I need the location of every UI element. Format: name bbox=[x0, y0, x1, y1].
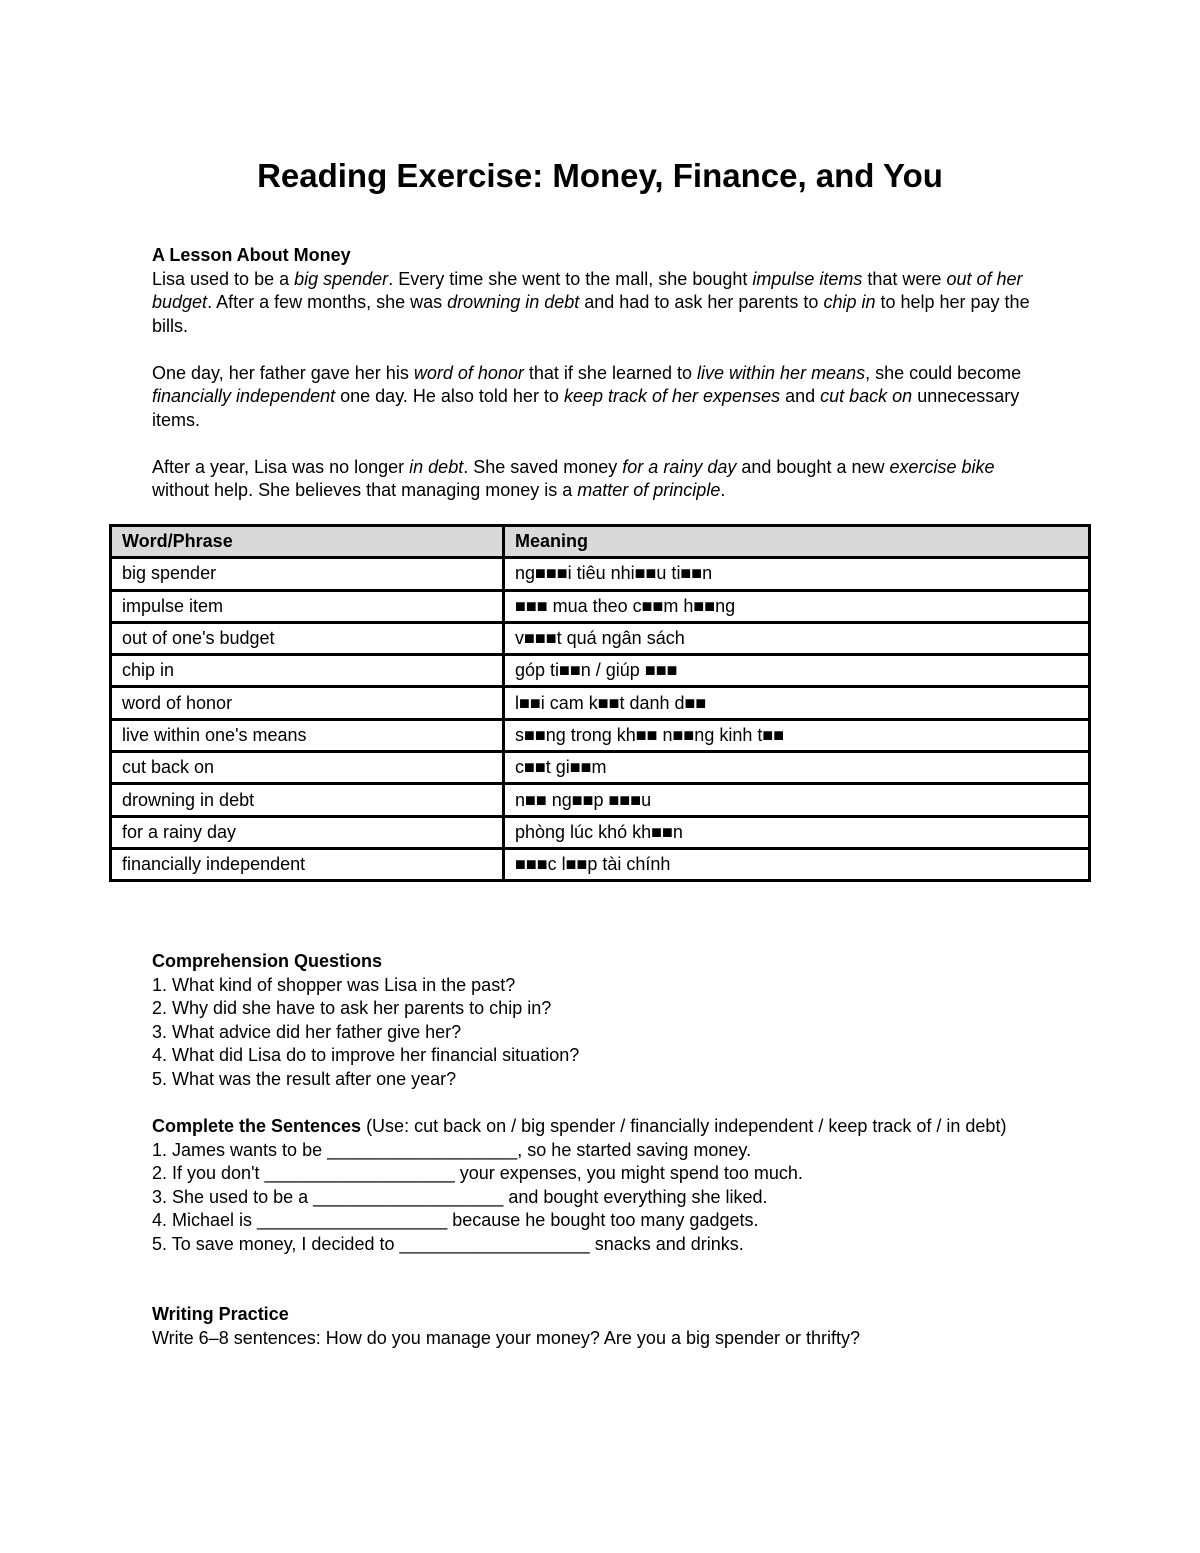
word-bank-note: (Use: cut back on / big spender / financially independent / keep track of / in debt) bbox=[361, 1116, 1007, 1136]
word-phrase-cell: for a rainy day bbox=[111, 816, 504, 848]
column-header-word: Word/Phrase bbox=[111, 526, 504, 558]
vocabulary-table-body bbox=[111, 558, 1090, 881]
meaning-cell: ■■■c l■■p tài chính bbox=[504, 848, 1090, 880]
comprehension-heading: Comprehension Questions bbox=[152, 951, 383, 971]
text-run: without help. She believes that managing money is a bbox=[152, 480, 578, 500]
fill-in-item: 3. She used to be a ___________________ and bought everything she liked. bbox=[152, 1186, 768, 1207]
table-row bbox=[111, 752, 1090, 784]
question-item: 4. What did Lisa do to improve her financial situation? bbox=[152, 1045, 580, 1065]
word-phrase-cell: chip in bbox=[111, 655, 504, 687]
fill-in-item: 1. James wants to be ___________________, so he started saving money. bbox=[152, 1139, 752, 1160]
vocabulary-term: in debt bbox=[409, 456, 464, 477]
text-run: . bbox=[720, 480, 726, 500]
word-phrase-cell: drowning in debt bbox=[111, 784, 504, 816]
text-run: and had to ask her parents to bbox=[579, 292, 824, 312]
table-row bbox=[111, 816, 1090, 848]
lesson-paragraph-2 bbox=[152, 362, 1052, 433]
meaning-cell: c■■t gi■■m bbox=[504, 752, 1090, 784]
meaning-cell: ng■■■i tiêu nhi■■u ti■■n bbox=[504, 558, 1090, 590]
writing-section bbox=[152, 1303, 1052, 1350]
meaning-cell: v■■■t quá ngân sách bbox=[504, 622, 1090, 654]
text-run: Lisa used to be a bbox=[152, 268, 295, 289]
word-phrase-cell: out of one's budget bbox=[111, 622, 504, 654]
writing-prompt: Write 6–8 sentences: How do you manage your money? Are you a big spender or thrifty? bbox=[152, 1327, 861, 1348]
comprehension-section bbox=[152, 950, 1052, 1091]
lesson-paragraph-1 bbox=[152, 268, 1052, 339]
vocabulary-term: impulse items bbox=[752, 268, 863, 289]
question-item: 2. Why did she have to ask her parents to chip in? bbox=[152, 998, 552, 1018]
vocabulary-term: keep track of her expenses bbox=[563, 386, 781, 406]
word-phrase-cell: live within one's means bbox=[111, 719, 504, 751]
question-item: 5. What was the result after one year? bbox=[152, 1068, 457, 1089]
complete-sentences-heading: Complete the Sentences bbox=[152, 1116, 362, 1136]
vocabulary-table bbox=[109, 524, 1091, 882]
vocabulary-term: matter of principle bbox=[577, 480, 721, 500]
word-phrase-cell: big spender bbox=[111, 558, 504, 590]
word-phrase-cell: word of honor bbox=[111, 687, 504, 719]
meaning-cell: góp ti■■n / giúp ■■■ bbox=[504, 655, 1090, 687]
vocabulary-term: financially independent bbox=[152, 386, 336, 406]
text-run: . Every time she went to the mall, she bought bbox=[388, 268, 753, 289]
table-row bbox=[111, 784, 1090, 816]
lesson-section bbox=[152, 244, 1052, 503]
question-item: 3. What advice did her father give her? bbox=[152, 1021, 462, 1042]
table-row bbox=[111, 590, 1090, 622]
text-run: and bbox=[780, 386, 821, 406]
text-run: After a year, Lisa was no longer bbox=[152, 456, 410, 477]
vocabulary-term: out of her budget bbox=[152, 268, 1023, 312]
fill-in-item: 2. If you don't ___________________ your expenses, you might spend too much. bbox=[152, 1163, 803, 1183]
lesson-heading: A Lesson About Money bbox=[152, 245, 351, 265]
text-run: One day, her father gave her his bbox=[152, 362, 414, 383]
vocabulary-term: exercise bike bbox=[889, 456, 995, 477]
complete-sentences-section bbox=[152, 1115, 1052, 1256]
complete-sentences-instructions bbox=[152, 1115, 1052, 1139]
writing-heading: Writing Practice bbox=[152, 1304, 289, 1324]
meaning-cell: n■■ ng■■p ■■■u bbox=[504, 784, 1090, 816]
vocabulary-term: chip in bbox=[823, 292, 876, 312]
question-item: 1. What kind of shopper was Lisa in the past? bbox=[152, 974, 516, 995]
word-phrase-cell: impulse item bbox=[111, 590, 504, 622]
text-run: that were bbox=[862, 268, 947, 289]
vocabulary-term: cut back on bbox=[820, 386, 913, 406]
page-title: Reading Exercise: Money, Finance, and You bbox=[257, 157, 943, 194]
vocabulary-term: drowning in debt bbox=[447, 292, 580, 312]
text-run: unnecessary items. bbox=[152, 386, 1020, 430]
meaning-cell: ■■■ mua theo c■■m h■■ng bbox=[504, 590, 1090, 622]
word-phrase-cell: financially independent bbox=[111, 848, 504, 880]
text-run: , she could become bbox=[865, 362, 1022, 383]
vocabulary-term: word of honor bbox=[413, 362, 524, 383]
lesson-paragraph-3 bbox=[152, 456, 1052, 503]
text-run: . After a few months, she was bbox=[207, 292, 448, 312]
vocabulary-term: live within her means bbox=[697, 362, 866, 383]
text-run: and bought a new bbox=[736, 456, 890, 477]
text-run: to help her pay the bills. bbox=[152, 292, 1030, 336]
vocabulary-term: big spender bbox=[294, 268, 389, 289]
fill-in-item: 5. To save money, I decided to ___________________ snacks and drinks. bbox=[152, 1233, 744, 1254]
table-row bbox=[111, 687, 1090, 719]
table-row bbox=[111, 558, 1090, 590]
table-row bbox=[111, 622, 1090, 654]
column-header-meaning: Meaning bbox=[504, 526, 1090, 558]
table-header-row bbox=[111, 526, 1090, 558]
meaning-cell: phòng lúc khó kh■■n bbox=[504, 816, 1090, 848]
table-row bbox=[111, 848, 1090, 880]
vocabulary-term: for a rainy day bbox=[622, 456, 737, 477]
table-row bbox=[111, 719, 1090, 751]
meaning-cell: s■■ng trong kh■■ n■■ng kinh t■■ bbox=[504, 719, 1090, 751]
table-row bbox=[111, 655, 1090, 687]
text-run: one day. He also told her to bbox=[335, 386, 564, 406]
meaning-cell: l■■i cam k■■t danh d■■ bbox=[504, 687, 1090, 719]
text-run: . She saved money bbox=[463, 456, 623, 477]
text-run: that if she learned to bbox=[523, 362, 698, 383]
word-phrase-cell: cut back on bbox=[111, 752, 504, 784]
fill-in-item: 4. Michael is ___________________ because he bought too many gadgets. bbox=[152, 1210, 759, 1230]
